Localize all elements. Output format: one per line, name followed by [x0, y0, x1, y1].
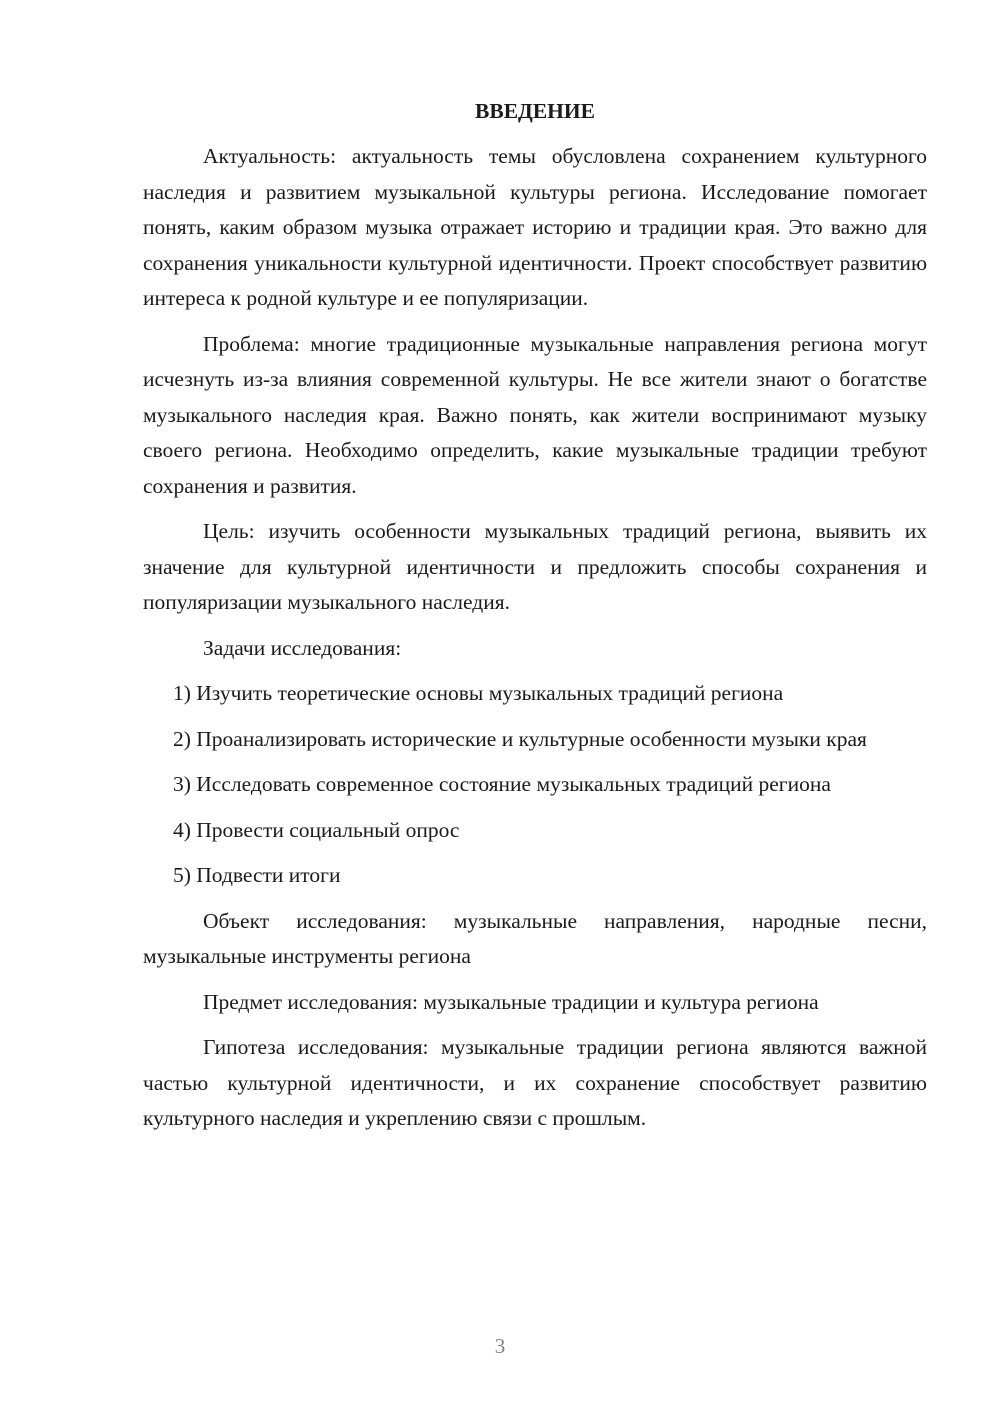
task-item: 3) Исследовать современное состояние музыкальных традиций региона	[173, 772, 831, 796]
task-item: 1) Изучить теоретические основы музыкальных традиций региона	[173, 681, 784, 705]
problem-paragraph: Проблема: многие традиционные музыкальные направления региона могут исчезнуть из-за влияния современной культуры. Не все жители знают о богатстве музыкального наследия края. Важно понять, как жители воспринимают музыку своего региона. Необходимо определить, какие музыкальные традиции требуют сохранения и развития.	[143, 331, 927, 498]
goal-paragraph: Цель: изучить особенности музыкальных традиций региона, выявить их значение для культурной идентичности и предложить способы сохранения и популяризации музыкального наследия.	[143, 519, 927, 614]
subject-paragraph: Предмет исследования: музыкальные традиции и культура региона	[203, 989, 819, 1014]
task-item: 4) Провести социальный опрос	[173, 817, 460, 842]
page-number: 3	[494, 1334, 506, 1358]
relevance-paragraph: Актуальность: актуальность темы обусловлена сохранением культурного наследия и развитием музыкальной культуры региона. Исследование помогает понять, каким образом музыка отражает историю и традиции края. Это важно для сохранения уникальности культурной идентичности. Проект способствует развитию интереса к родной культуре и ее популяризации.	[143, 144, 927, 310]
object-paragraph: Объект исследования: музыкальные направления, народные песни, музыкальные инструменты региона	[143, 908, 927, 968]
hypothesis-paragraph: Гипотеза исследования: музыкальные традиции региона являются важной частью культурной идентичности, и их сохранение способствует развитию культурного наследия и укреплению связи с прошлым.	[143, 1035, 927, 1130]
task-item: 2) Проанализировать исторические и культурные особенности музыки края	[173, 726, 867, 751]
task-item: 5) Подвести итоги	[173, 863, 341, 887]
tasks-heading: Задачи исследования:	[203, 635, 402, 660]
page-title: ВВЕДЕНИЕ	[475, 99, 595, 123]
